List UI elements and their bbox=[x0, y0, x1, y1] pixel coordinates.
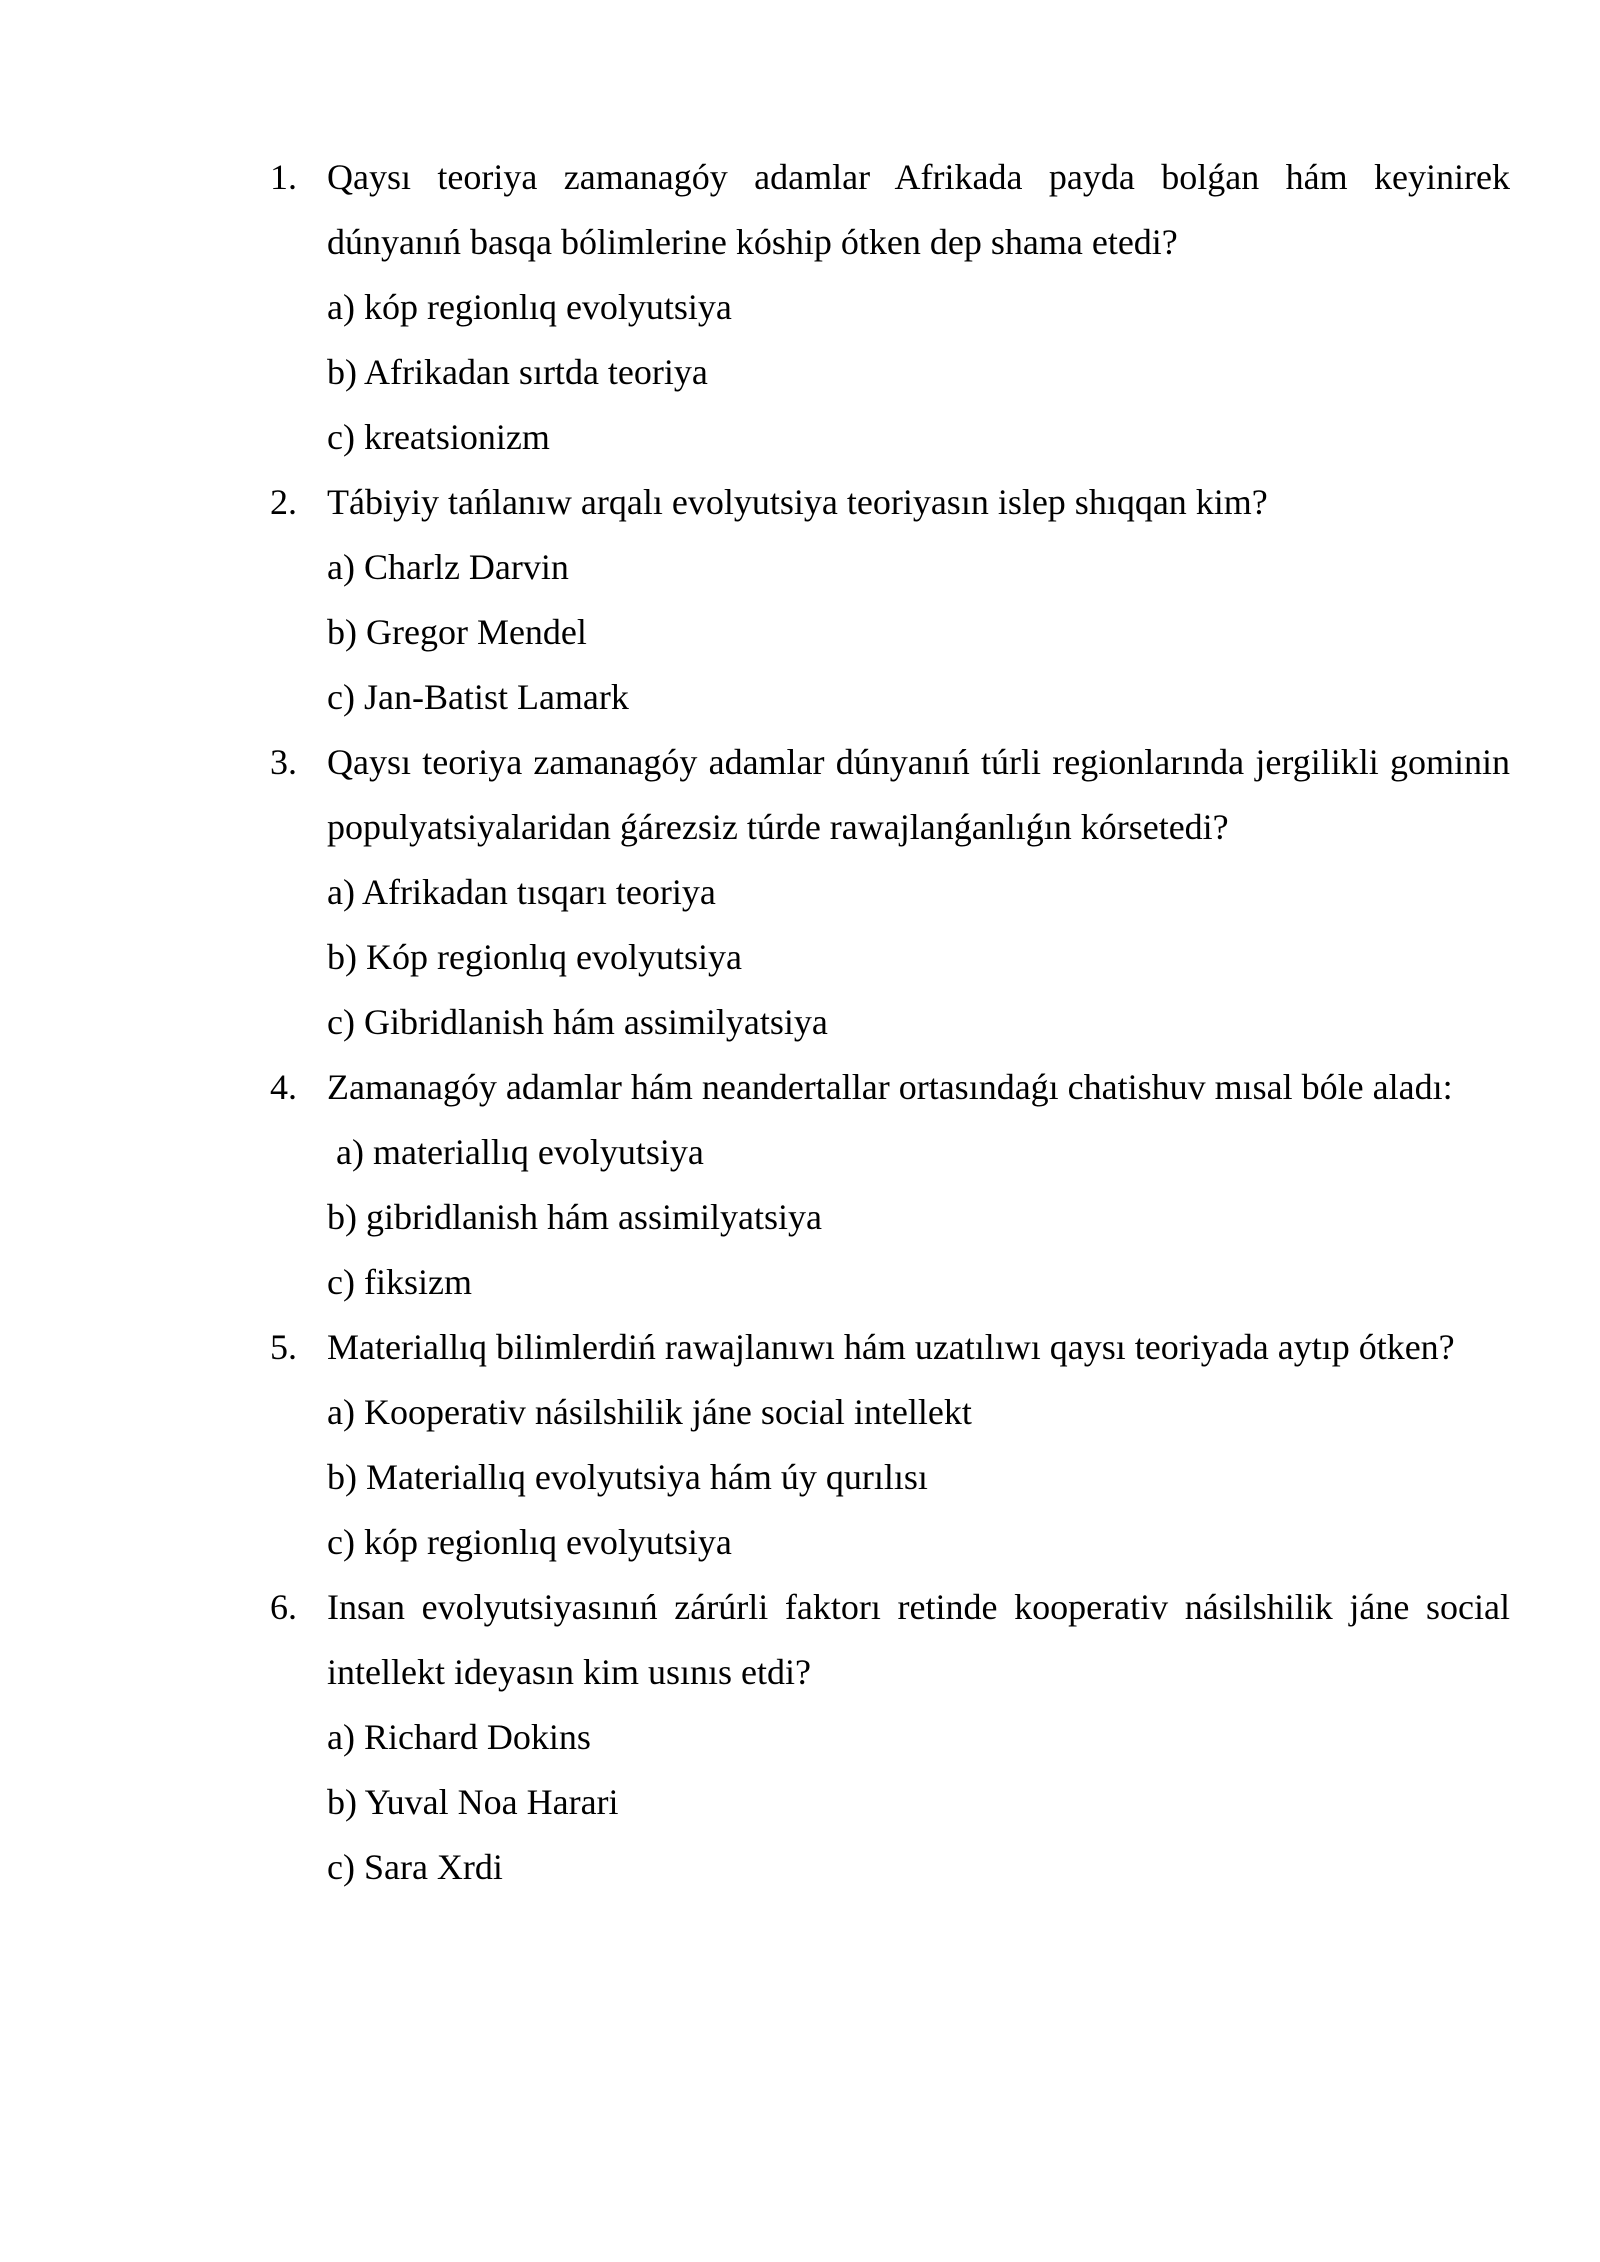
option-b: b) Materiallıq evolyutsiya hám úy qurılısı bbox=[327, 1457, 928, 1497]
option-a: a) Kooperativ násilshilik jáne social intellekt bbox=[327, 1392, 972, 1432]
option-b: b) gibridlanish hám assimilyatsiya bbox=[327, 1197, 822, 1237]
question-3 bbox=[270, 730, 1510, 1055]
option-list bbox=[270, 1120, 1510, 1315]
option-b: b) Afrikadan sırtda teoriya bbox=[327, 352, 708, 392]
option-b: b) Gregor Mendel bbox=[327, 612, 587, 652]
question-6 bbox=[270, 1575, 1510, 1900]
option-a: a) materiallıq evolyutsiya bbox=[336, 1132, 704, 1172]
question-text: Insan evolyutsiyasınıń zárúrli faktorı retinde kooperativ násilshilik jáne social intellekt ideyasın kim usınıs etdi? bbox=[327, 1587, 1510, 1692]
question-2 bbox=[270, 470, 1510, 730]
option-b: b) Kóp regionlıq evolyutsiya bbox=[327, 937, 742, 977]
option-c: c) kreatsionizm bbox=[327, 417, 550, 457]
question-number: 3. bbox=[270, 742, 297, 782]
question-text: Materiallıq bilimlerdiń rawajlanıwı hám uzatılıwı qaysı teoriyada aytıp ótken? bbox=[327, 1327, 1455, 1367]
option-a: a) Richard Dokins bbox=[327, 1717, 591, 1757]
question-text: Qaysı teoriya zamanagóy adamlar Afrikada payda bolǵan hám keyinirek dúnyanıń basqa bólimlerine kóship ótken dep shama etedi? bbox=[327, 157, 1510, 262]
option-a: a) kóp regionlıq evolyutsiya bbox=[327, 287, 732, 327]
option-c: c) Jan-Batist Lamark bbox=[327, 677, 629, 717]
question-number: 2. bbox=[270, 482, 297, 522]
question-4 bbox=[270, 1055, 1510, 1315]
option-c: c) Sara Xrdi bbox=[327, 1847, 503, 1887]
question-text: Zamanagóy adamlar hám neandertallar ortasındaǵı chatishuv mısal bóle aladı: bbox=[327, 1067, 1453, 1107]
option-c: c) fiksizm bbox=[327, 1262, 472, 1302]
question-number: 4. bbox=[270, 1067, 297, 1107]
question-5 bbox=[270, 1315, 1510, 1575]
question-text: Qaysı teoriya zamanagóy adamlar dúnyanıń túrli regionlarında jergilikli gominin populyatsiyalaridan ǵárezsiz túrde rawajlanǵanlıǵın kórsetedi? bbox=[327, 742, 1510, 847]
option-list bbox=[270, 860, 1510, 1055]
option-list bbox=[270, 1380, 1510, 1575]
option-list bbox=[270, 275, 1510, 470]
option-c: c) kóp regionlıq evolyutsiya bbox=[327, 1522, 732, 1562]
question-text: Tábiyiy tańlanıw arqalı evolyutsiya teoriyasın islep shıqqan kim? bbox=[327, 482, 1268, 522]
option-list bbox=[270, 535, 1510, 730]
question-1 bbox=[270, 145, 1510, 470]
option-c: c) Gibridlanish hám assimilyatsiya bbox=[327, 1002, 828, 1042]
option-b: b) Yuval Noa Harari bbox=[327, 1782, 619, 1822]
question-list bbox=[270, 145, 1510, 1900]
option-a: a) Afrikadan tısqarı teoriya bbox=[327, 872, 716, 912]
option-a: a) Charlz Darvin bbox=[327, 547, 569, 587]
option-list bbox=[270, 1705, 1510, 1900]
question-number: 6. bbox=[270, 1587, 297, 1627]
question-number: 5. bbox=[270, 1327, 297, 1367]
question-number: 1. bbox=[270, 157, 297, 197]
